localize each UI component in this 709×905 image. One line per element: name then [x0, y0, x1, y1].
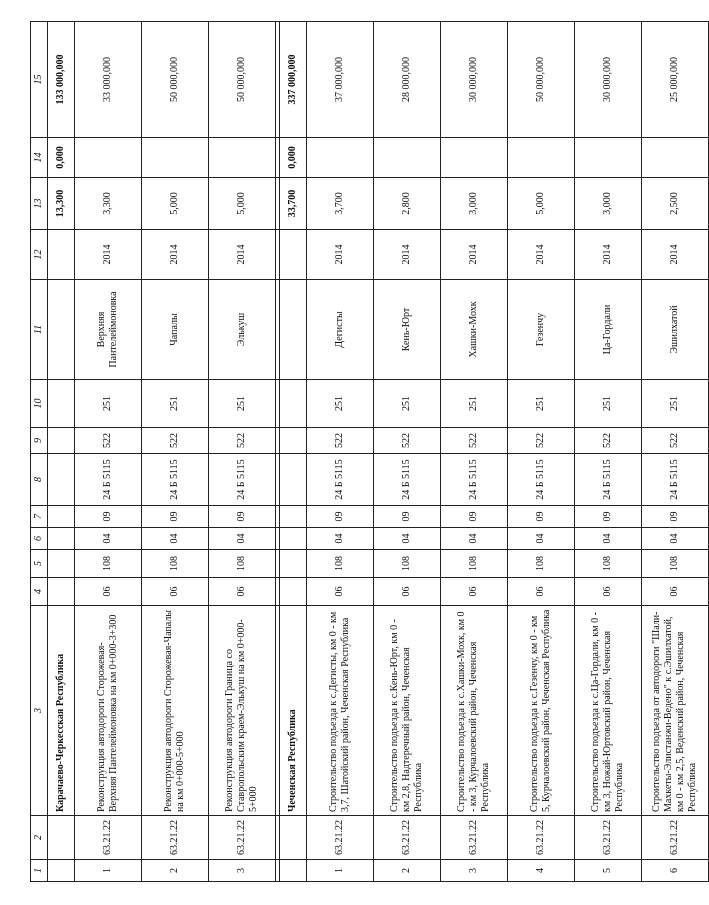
table-cell: 04: [508, 528, 575, 550]
column-header: 6: [31, 528, 48, 550]
row-number: 2: [142, 860, 209, 882]
table-cell: 04: [441, 528, 508, 550]
table-cell: 09: [575, 506, 642, 528]
empty-cell: [48, 280, 75, 380]
okpd-code: 63.21.22: [307, 816, 374, 860]
okpd-code: 63.21.22: [441, 816, 508, 860]
table-cell: 2,500: [642, 178, 709, 230]
empty-cell: [48, 816, 75, 860]
table-cell: 24 Б 5115: [209, 454, 276, 506]
column-header: 1: [31, 860, 48, 882]
object-description: Реконструкция автодороги Сторожевая-Чапалы на км 0+000-5+000: [142, 606, 209, 816]
table-row: [75, 22, 142, 882]
table-cell: 06: [75, 578, 142, 606]
table-cell: 06: [209, 578, 276, 606]
okpd-code: 63.21.22: [374, 816, 441, 860]
column-header: 8: [31, 454, 48, 506]
table-cell: Дегисты: [307, 280, 374, 380]
section-total-length: 13,300: [48, 178, 75, 230]
empty-cell: [280, 816, 307, 860]
row-number: 5: [575, 860, 642, 882]
section-total-amount: 337 000,000: [280, 22, 307, 138]
table-cell: [374, 138, 441, 178]
table-cell: 2014: [441, 230, 508, 280]
table-cell: 09: [508, 506, 575, 528]
empty-cell: [280, 428, 307, 454]
table-cell: 108: [374, 550, 441, 578]
empty-cell: [280, 454, 307, 506]
empty-cell: [48, 428, 75, 454]
table-cell: 37 000,000: [307, 22, 374, 138]
table-row: [642, 22, 709, 882]
empty-cell: [48, 550, 75, 578]
okpd-code: 63.21.22: [508, 816, 575, 860]
object-description: Строительство подъезда к с.Хашки-Мохк, км 0 - км 3, Курчалоевский район, Чеченская Республика: [441, 606, 508, 816]
table-cell: 09: [142, 506, 209, 528]
row-number: 1: [75, 860, 142, 882]
table-cell: 251: [307, 380, 374, 428]
table-cell: 06: [142, 578, 209, 606]
table-cell: 2014: [307, 230, 374, 280]
table-cell: 251: [642, 380, 709, 428]
table-cell: 2014: [75, 230, 142, 280]
table-cell: 2014: [142, 230, 209, 280]
table-cell: 5,000: [209, 178, 276, 230]
row-number: 2: [374, 860, 441, 882]
table-cell: Ца-Гордали: [575, 280, 642, 380]
table-cell: Верхняя Пантелеймоновка: [75, 280, 142, 380]
column-header: 9: [31, 428, 48, 454]
table-cell: 24 Б 5115: [575, 454, 642, 506]
table-cell: 04: [142, 528, 209, 550]
column-header: 3: [31, 606, 48, 816]
table-cell: 2014: [209, 230, 276, 280]
empty-cell: [280, 280, 307, 380]
table-cell: 04: [642, 528, 709, 550]
section-total-col14: 0,000: [280, 138, 307, 178]
column-header: 2: [31, 816, 48, 860]
table-cell: Хашки-Мохк: [441, 280, 508, 380]
table-cell: Кень-Юрт: [374, 280, 441, 380]
table-row: [307, 22, 374, 882]
table-cell: 251: [575, 380, 642, 428]
row-number: 3: [209, 860, 276, 882]
table-cell: 108: [307, 550, 374, 578]
table-row: [575, 22, 642, 882]
table-cell: 04: [75, 528, 142, 550]
table-cell: 06: [508, 578, 575, 606]
object-description: Реконструкция автодороги Сторожевая-Верхняя Пантелеймоновка на км 0+000-3+300: [75, 606, 142, 816]
table-cell: 522: [142, 428, 209, 454]
table-cell: [575, 138, 642, 178]
table-cell: 2,800: [374, 178, 441, 230]
column-header: 12: [31, 230, 48, 280]
section-row: [280, 22, 307, 882]
table-cell: 30 000,000: [441, 22, 508, 138]
table-row: [441, 22, 508, 882]
table-cell: 24 Б 5115: [75, 454, 142, 506]
table-cell: 28 000,000: [374, 22, 441, 138]
table-cell: 2014: [508, 230, 575, 280]
row-number: 6: [642, 860, 709, 882]
table-cell: 50 000,000: [209, 22, 276, 138]
table-cell: 24 Б 5115: [642, 454, 709, 506]
object-description: Строительство подъезда от автодороги "Шали-Махкеты-Элистанжи-Ведено" к с.Эшилхатой, км 0 - км 2,5, Веденский район, Чеченская Республика: [642, 606, 709, 816]
empty-cell: [48, 454, 75, 506]
table-cell: 06: [441, 578, 508, 606]
table-cell: 06: [307, 578, 374, 606]
table-cell: 09: [374, 506, 441, 528]
table-cell: 09: [642, 506, 709, 528]
row-number: 4: [508, 860, 575, 882]
budget-table: [30, 21, 709, 882]
empty-cell: [48, 578, 75, 606]
table-row: [508, 22, 575, 882]
row-number: 3: [441, 860, 508, 882]
table-cell: 251: [441, 380, 508, 428]
table-cell: 09: [75, 506, 142, 528]
okpd-code: 63.21.22: [75, 816, 142, 860]
table-cell: 30 000,000: [575, 22, 642, 138]
table-cell: 24 Б 5115: [508, 454, 575, 506]
table-cell: 2014: [575, 230, 642, 280]
table-cell: 108: [575, 550, 642, 578]
table-cell: 522: [575, 428, 642, 454]
column-header: 5: [31, 550, 48, 578]
table-cell: 06: [374, 578, 441, 606]
table-cell: 04: [209, 528, 276, 550]
table-cell: 108: [441, 550, 508, 578]
table-cell: [307, 138, 374, 178]
empty-cell: [48, 230, 75, 280]
section-row: [48, 22, 75, 882]
empty-cell: [48, 860, 75, 882]
table-cell: Чапалы: [142, 280, 209, 380]
table-cell: [642, 138, 709, 178]
table-cell: 09: [441, 506, 508, 528]
table-cell: Эшилхатой: [642, 280, 709, 380]
table-cell: 2014: [642, 230, 709, 280]
table-cell: 04: [575, 528, 642, 550]
column-header: 14: [31, 138, 48, 178]
table-cell: 24 Б 5115: [441, 454, 508, 506]
empty-cell: [280, 578, 307, 606]
table-cell: 522: [642, 428, 709, 454]
okpd-code: 63.21.22: [142, 816, 209, 860]
table-cell: 522: [441, 428, 508, 454]
section-total-amount: 133 000,000: [48, 22, 75, 138]
object-description: Строительство подъезда к с.Ца-Гордали, км 0 - км 3, Ножай-Юртовский район, Чеченская Республика: [575, 606, 642, 816]
empty-cell: [280, 550, 307, 578]
table-cell: 522: [374, 428, 441, 454]
table-cell: 108: [642, 550, 709, 578]
section-name: Чеченская Республика: [280, 606, 307, 816]
table-cell: [441, 138, 508, 178]
object-description: Реконструкция автодороги Граница со Ставропольским краем-Элькуш на км 0+000-5+000: [209, 606, 276, 816]
table-cell: 3,000: [575, 178, 642, 230]
table-cell: 24 Б 5115: [374, 454, 441, 506]
column-header: 10: [31, 380, 48, 428]
object-description: Строительство подъезда к с.Гезенчу, км 0 - км 5, Курчалоевский район, Чеченская Республика: [508, 606, 575, 816]
empty-cell: [280, 528, 307, 550]
table-cell: 251: [508, 380, 575, 428]
rotated-document-page: [30, 22, 698, 882]
column-header: 4: [31, 578, 48, 606]
table-row: [142, 22, 209, 882]
table-cell: 04: [374, 528, 441, 550]
empty-cell: [280, 380, 307, 428]
table-cell: 522: [307, 428, 374, 454]
table-cell: 251: [75, 380, 142, 428]
okpd-code: 63.21.22: [209, 816, 276, 860]
table-cell: 522: [508, 428, 575, 454]
object-description: Строительство подъезда к с.Кень-Юрт, км 0 - км 2,8, Надтеречный район, Чеченская Республика: [374, 606, 441, 816]
section-total-col14: 0,000: [48, 138, 75, 178]
table-cell: [142, 138, 209, 178]
section-name: Карачаево-Черкесская Республика: [48, 606, 75, 816]
table-cell: 24 Б 5115: [142, 454, 209, 506]
table-cell: 06: [642, 578, 709, 606]
table-body: [31, 22, 709, 882]
table-cell: 09: [209, 506, 276, 528]
column-header: 13: [31, 178, 48, 230]
table-cell: [508, 138, 575, 178]
table-cell: 5,000: [142, 178, 209, 230]
object-description: Строительство подъезда к с.Дегисты, км 0 - км 3,7, Шатойский район, Чеченская Республика: [307, 606, 374, 816]
table-cell: 3,300: [75, 178, 142, 230]
empty-cell: [280, 506, 307, 528]
empty-cell: [48, 506, 75, 528]
okpd-code: 63.21.22: [642, 816, 709, 860]
table-cell: 108: [142, 550, 209, 578]
table-cell: 5,000: [508, 178, 575, 230]
table-cell: 522: [209, 428, 276, 454]
table-cell: 108: [75, 550, 142, 578]
table-cell: 06: [575, 578, 642, 606]
column-number-row: [31, 22, 48, 882]
empty-cell: [48, 380, 75, 428]
table-cell: Элькуш: [209, 280, 276, 380]
empty-cell: [280, 230, 307, 280]
row-number: 1: [307, 860, 374, 882]
table-cell: 50 000,000: [142, 22, 209, 138]
table-cell: 33 000,000: [75, 22, 142, 138]
empty-cell: [280, 860, 307, 882]
column-header: 7: [31, 506, 48, 528]
table-cell: [75, 138, 142, 178]
table-row: [209, 22, 276, 882]
table-cell: 251: [142, 380, 209, 428]
table-cell: 09: [307, 506, 374, 528]
table-cell: 251: [374, 380, 441, 428]
column-header: 15: [31, 22, 48, 138]
section-total-length: 33,700: [280, 178, 307, 230]
table-cell: 04: [307, 528, 374, 550]
table-cell: 3,000: [441, 178, 508, 230]
table-cell: 108: [209, 550, 276, 578]
okpd-code: 63.21.22: [575, 816, 642, 860]
table-cell: 2014: [374, 230, 441, 280]
table-cell: 251: [209, 380, 276, 428]
table-cell: Гезенчу: [508, 280, 575, 380]
table-cell: 25 000,000: [642, 22, 709, 138]
empty-cell: [48, 528, 75, 550]
table-cell: [209, 138, 276, 178]
table-cell: 24 Б 5115: [307, 454, 374, 506]
table-cell: 3,700: [307, 178, 374, 230]
column-header: 11: [31, 280, 48, 380]
table-cell: 108: [508, 550, 575, 578]
table-row: [374, 22, 441, 882]
table-cell: 50 000,000: [508, 22, 575, 138]
table-cell: 522: [75, 428, 142, 454]
